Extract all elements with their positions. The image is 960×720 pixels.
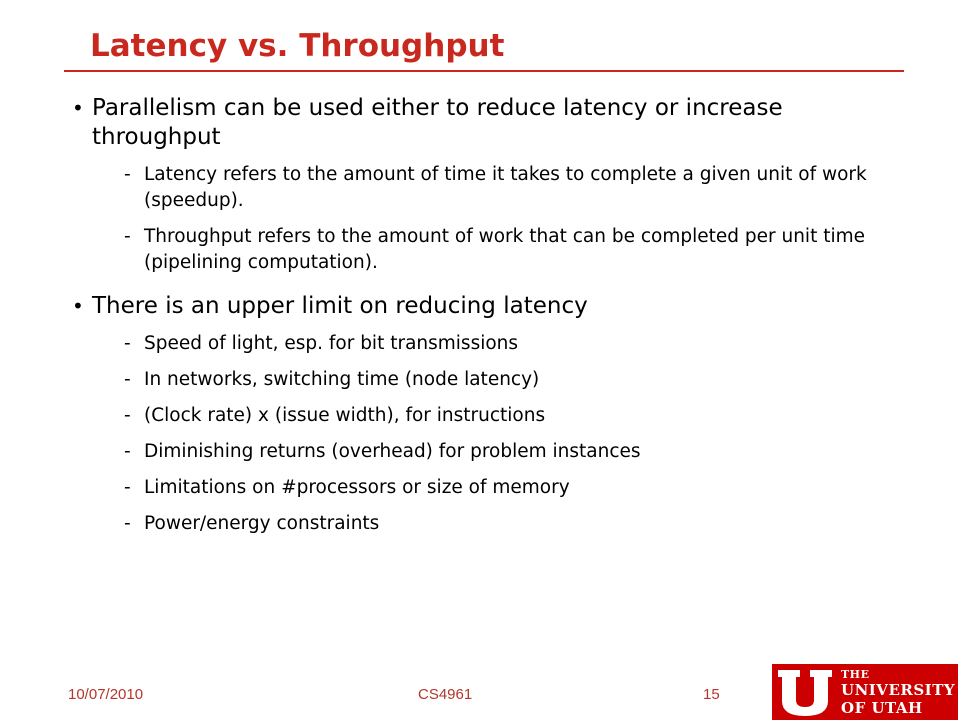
dash-marker: - bbox=[124, 369, 131, 390]
bullet-item bbox=[72, 94, 872, 152]
bullet-text: Parallelism can be used either to reduce latency or increase throughput bbox=[92, 95, 783, 150]
footer-date: 10/07/2010 bbox=[68, 686, 144, 703]
dash-marker: - bbox=[124, 441, 131, 462]
bullet-text: There is an upper limit on reducing latency bbox=[92, 293, 588, 319]
sub-bullet-item bbox=[72, 403, 872, 429]
sub-bullet-item bbox=[72, 224, 872, 276]
sub-bullet-item bbox=[72, 439, 872, 465]
page-number: 15 bbox=[703, 686, 720, 703]
bullet-marker: • bbox=[72, 96, 84, 120]
sub-bullet-text: In networks, switching time (node latency) bbox=[144, 369, 540, 390]
logo-text-of-utah: OF UTAH bbox=[841, 699, 923, 717]
sub-bullet-item bbox=[72, 367, 872, 393]
sub-bullet-text: Power/energy constraints bbox=[144, 513, 380, 534]
title-underline bbox=[64, 70, 904, 72]
sub-bullet-item bbox=[72, 331, 872, 357]
sub-bullet-text: Speed of light, esp. for bit transmissions bbox=[144, 333, 519, 354]
dash-marker: - bbox=[124, 477, 131, 498]
block-u-icon bbox=[772, 664, 838, 720]
dash-marker: - bbox=[124, 164, 131, 185]
sub-bullet-text: Diminishing returns (overhead) for problem instances bbox=[144, 441, 641, 462]
sub-bullet-text: Limitations on #processors or size of memory bbox=[144, 477, 570, 498]
dash-marker: - bbox=[124, 513, 131, 534]
dash-marker: - bbox=[124, 226, 131, 247]
dash-marker: - bbox=[124, 333, 131, 354]
sub-bullet-item bbox=[72, 475, 872, 501]
sub-bullet-item bbox=[72, 511, 872, 537]
bullet-item bbox=[72, 292, 872, 321]
logo-text-the: THE bbox=[841, 668, 870, 681]
sub-bullet-text: (Clock rate) x (issue width), for instructions bbox=[144, 405, 546, 426]
footer-course: CS4961 bbox=[418, 686, 473, 703]
sub-bullet-item bbox=[72, 162, 872, 214]
university-logo bbox=[772, 664, 958, 720]
dash-marker: - bbox=[124, 405, 131, 426]
logo-text-university: UNIVERSITY bbox=[841, 681, 956, 699]
sub-bullet-text: Throughput refers to the amount of work that can be completed per unit time (pipelining computation). bbox=[144, 226, 865, 273]
sub-bullet-text: Latency refers to the amount of time it takes to complete a given unit of work (speedup). bbox=[144, 164, 867, 211]
slide-title: Latency vs. Throughput bbox=[90, 28, 505, 64]
slide-body bbox=[72, 94, 872, 547]
bullet-marker: • bbox=[72, 294, 84, 318]
